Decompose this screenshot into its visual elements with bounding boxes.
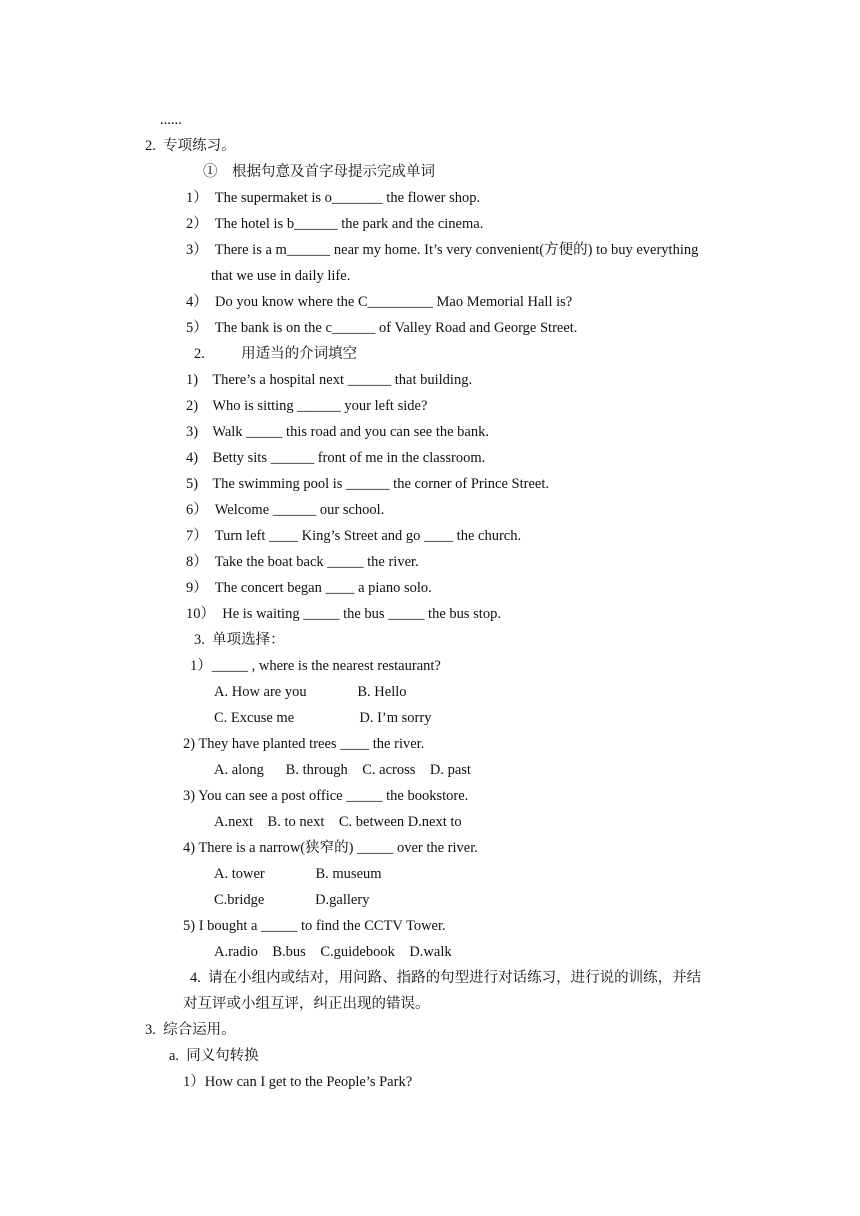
exercise-2-item-1: 1) There’s a hospital next ______ that building. <box>186 372 473 388</box>
exercise-1-item-2: 2） The hotel is b______ the park and the cinema. <box>186 216 484 232</box>
exercise-3-question-5: 5) I bought a _____ to find the CCTV Tower. <box>183 918 446 934</box>
exercise-3-question-4-options-ab: A. tower B. museum <box>214 866 382 882</box>
exercise-3-question-2: 2) They have planted trees ____ the river. <box>183 736 425 752</box>
section-3a-heading: a. 同义句转换 <box>169 1048 259 1064</box>
exercise-3-question-5-options: A.radio B.bus C.guidebook D.walk <box>214 944 452 960</box>
exercise-2-item-4: 4) Betty sits ______ front of me in the classroom. <box>186 450 486 466</box>
section-3a-item-1: 1）How can I get to the People’s Park? <box>183 1074 413 1090</box>
exercise-2-item-6: 6） Welcome ______ our school. <box>186 502 385 518</box>
exercise-2-item-5: 5) The swimming pool is ______ the corner of Prince Street. <box>186 476 549 492</box>
exercise-3-question-1: 1）_____ , where is the nearest restaurant? <box>190 658 441 674</box>
section-3-heading: 3. 综合运用。 <box>145 1022 236 1038</box>
exercise-1-item-1: 1） The supermaket is o_______ the flower shop. <box>186 190 481 206</box>
exercise-1-item-5: 5） The bank is on the c______ of Valley Road and George Street. <box>186 320 578 336</box>
exercise-3-question-3-options: A.next B. to next C. between D.next to <box>214 814 462 830</box>
exercise-3-question-4: 4) There is a narrow(狭窄的) _____ over the river. <box>183 840 478 856</box>
exercise-2-item-7: 7） Turn left ____ King’s Street and go ____ the church. <box>186 528 522 544</box>
exercise-1-heading: ① 根据句意及首字母提示完成单词 <box>203 164 435 180</box>
section-2-heading: 2. 专项练习。 <box>145 138 236 154</box>
exercise-3-question-3: 3) You can see a post office _____ the bookstore. <box>183 788 469 804</box>
exercise-2-item-9: 9） The concert began ____ a piano solo. <box>186 580 432 596</box>
exercise-1-item-3-continued: that we use in daily life. <box>211 268 351 284</box>
ellipsis-line: ...... <box>160 112 182 128</box>
exercise-1-item-3: 3） There is a m______ near my home. It’s very convenient(方便的) to buy everything <box>186 242 699 258</box>
exercise-1-item-4: 4） Do you know where the C_________ Mao Memorial Hall is? <box>186 294 573 310</box>
exercise-2-heading: 2. 用适当的介词填空 <box>194 346 358 362</box>
exercise-3-question-4-options-cd: C.bridge D.gallery <box>214 892 370 908</box>
exercise-3-question-1-options-cd: C. Excuse me D. I’m sorry <box>214 710 432 726</box>
exercise-2-item-10: 10） He is waiting _____ the bus _____ the bus stop. <box>186 606 501 622</box>
exercise-2-item-8: 8） Take the boat back _____ the river. <box>186 554 419 570</box>
exercise-3-question-2-options: A. along B. through C. across D. past <box>214 762 471 778</box>
exercise-4-instruction-continued: 对互评或小组互评，纠正出现的错误。 <box>183 996 430 1012</box>
exercise-4-instruction: 4. 请在小组内或结对，用问路、指路的句型进行对话练习，进行说的训练，并结 <box>190 970 702 986</box>
exercise-2-item-2: 2) Who is sitting ______ your left side? <box>186 398 428 414</box>
exercise-3-heading: 3. 单项选择： <box>194 632 285 648</box>
exercise-2-item-3: 3) Walk _____ this road and you can see the bank. <box>186 424 489 440</box>
exercise-3-question-1-options-ab: A. How are you B. Hello <box>214 684 407 700</box>
